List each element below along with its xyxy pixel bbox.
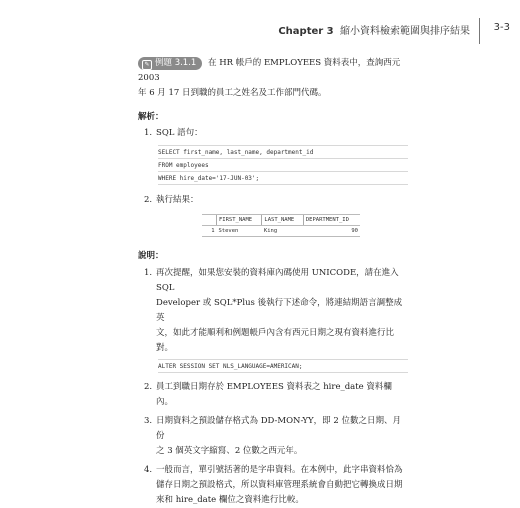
note-item-2 xyxy=(138,380,408,410)
note-line: 之 3 個英文字縮寫、2 位數之西元年。 xyxy=(156,446,303,456)
code-line: FROM employees xyxy=(158,158,408,171)
note-line: 對。 xyxy=(156,343,174,353)
note-number: 4. xyxy=(144,465,153,475)
header-divider xyxy=(479,18,480,44)
cell-last-name: King xyxy=(263,228,278,234)
column-header: DEPARTMENT_ID xyxy=(303,215,360,226)
chapter-title: 縮小資料檢索範圍與排序結果 xyxy=(340,26,470,37)
note-line: 來和 hire_date 欄位之資料進行比較。 xyxy=(156,495,304,505)
note-item-1 xyxy=(138,266,408,356)
note-number: 1. xyxy=(144,268,153,278)
table-row xyxy=(202,226,360,237)
cell-first-name: Steven xyxy=(218,228,239,234)
note-item-4 xyxy=(138,463,408,508)
note-line: 再次提醒，如果您安裝的資料庫內碼使用 UNICODE，請在進入 SQL xyxy=(156,268,399,293)
column-header: FIRST_NAME xyxy=(217,215,262,226)
page-content xyxy=(138,56,408,508)
note-number: 3. xyxy=(144,416,153,426)
step-number: 1. xyxy=(144,128,153,138)
step-label: 執行結果： xyxy=(156,195,199,205)
analysis-heading: 解析： xyxy=(138,112,164,122)
example-badge xyxy=(138,57,202,70)
note-line: 文，如此才能順利和例題帳戶內含有西元日期之現有資料進行比 xyxy=(156,328,395,338)
notes-heading: 說明： xyxy=(138,251,164,261)
question-line-1: 在 HR 帳戶的 EMPLOYEES 資料表中，查詢西元 2003 xyxy=(138,58,401,83)
note-number: 2. xyxy=(144,382,153,392)
pencil-icon: ✎ xyxy=(142,60,152,70)
row-number: 1 xyxy=(211,228,215,234)
note-line: 一般而言，單引號括著的是字串資料。在本例中，此字串資料恰為 xyxy=(156,465,403,475)
note-line: 員工到職日期存於 EMPLOYEES 資料表之 hire_date 資料欄內。 xyxy=(156,382,392,407)
column-header: LAST_NAME xyxy=(262,215,303,226)
chapter-label: Chapter 3 xyxy=(278,26,334,37)
analysis-step-1 xyxy=(138,126,408,141)
alter-session-code-block xyxy=(158,359,408,373)
note-line: 日期資料之預設儲存格式為 DD-MON-YY，即 2 位數之日期、月份 xyxy=(156,416,401,441)
note-item-3 xyxy=(138,414,408,459)
result-header-row xyxy=(202,215,360,226)
step-label: SQL 語句： xyxy=(156,128,203,138)
note-line: 儲存日期之預設格式，所以資料庫管理系統會自動把它轉換成日期 xyxy=(156,480,403,490)
query-result-grid xyxy=(202,214,360,237)
example-badge-label: 例題 3.1.1 xyxy=(155,58,197,68)
page-header xyxy=(210,18,510,40)
code-line: WHERE hire_date='17-JUN-03'; xyxy=(158,171,408,185)
analysis-step-2 xyxy=(138,193,408,208)
page-number: 3-3 xyxy=(493,22,510,33)
code-line: ALTER SESSION SET NLS_LANGUAGE=AMERICAN; xyxy=(158,359,408,373)
step-number: 2. xyxy=(144,195,153,205)
example-question xyxy=(138,56,408,101)
sql-code-block xyxy=(158,145,408,185)
chapter-heading xyxy=(278,22,470,37)
code-line: SELECT first_name, last_name, department_id xyxy=(158,145,408,158)
question-line-2: 年 6 月 17 日到職的員工之姓名及工作部門代碼。 xyxy=(138,88,327,98)
cell-department-id: 90 xyxy=(351,228,358,234)
note-line: Developer 或 SQL*Plus 後執行下述命令，將連結期語言調整成英 xyxy=(156,298,403,323)
